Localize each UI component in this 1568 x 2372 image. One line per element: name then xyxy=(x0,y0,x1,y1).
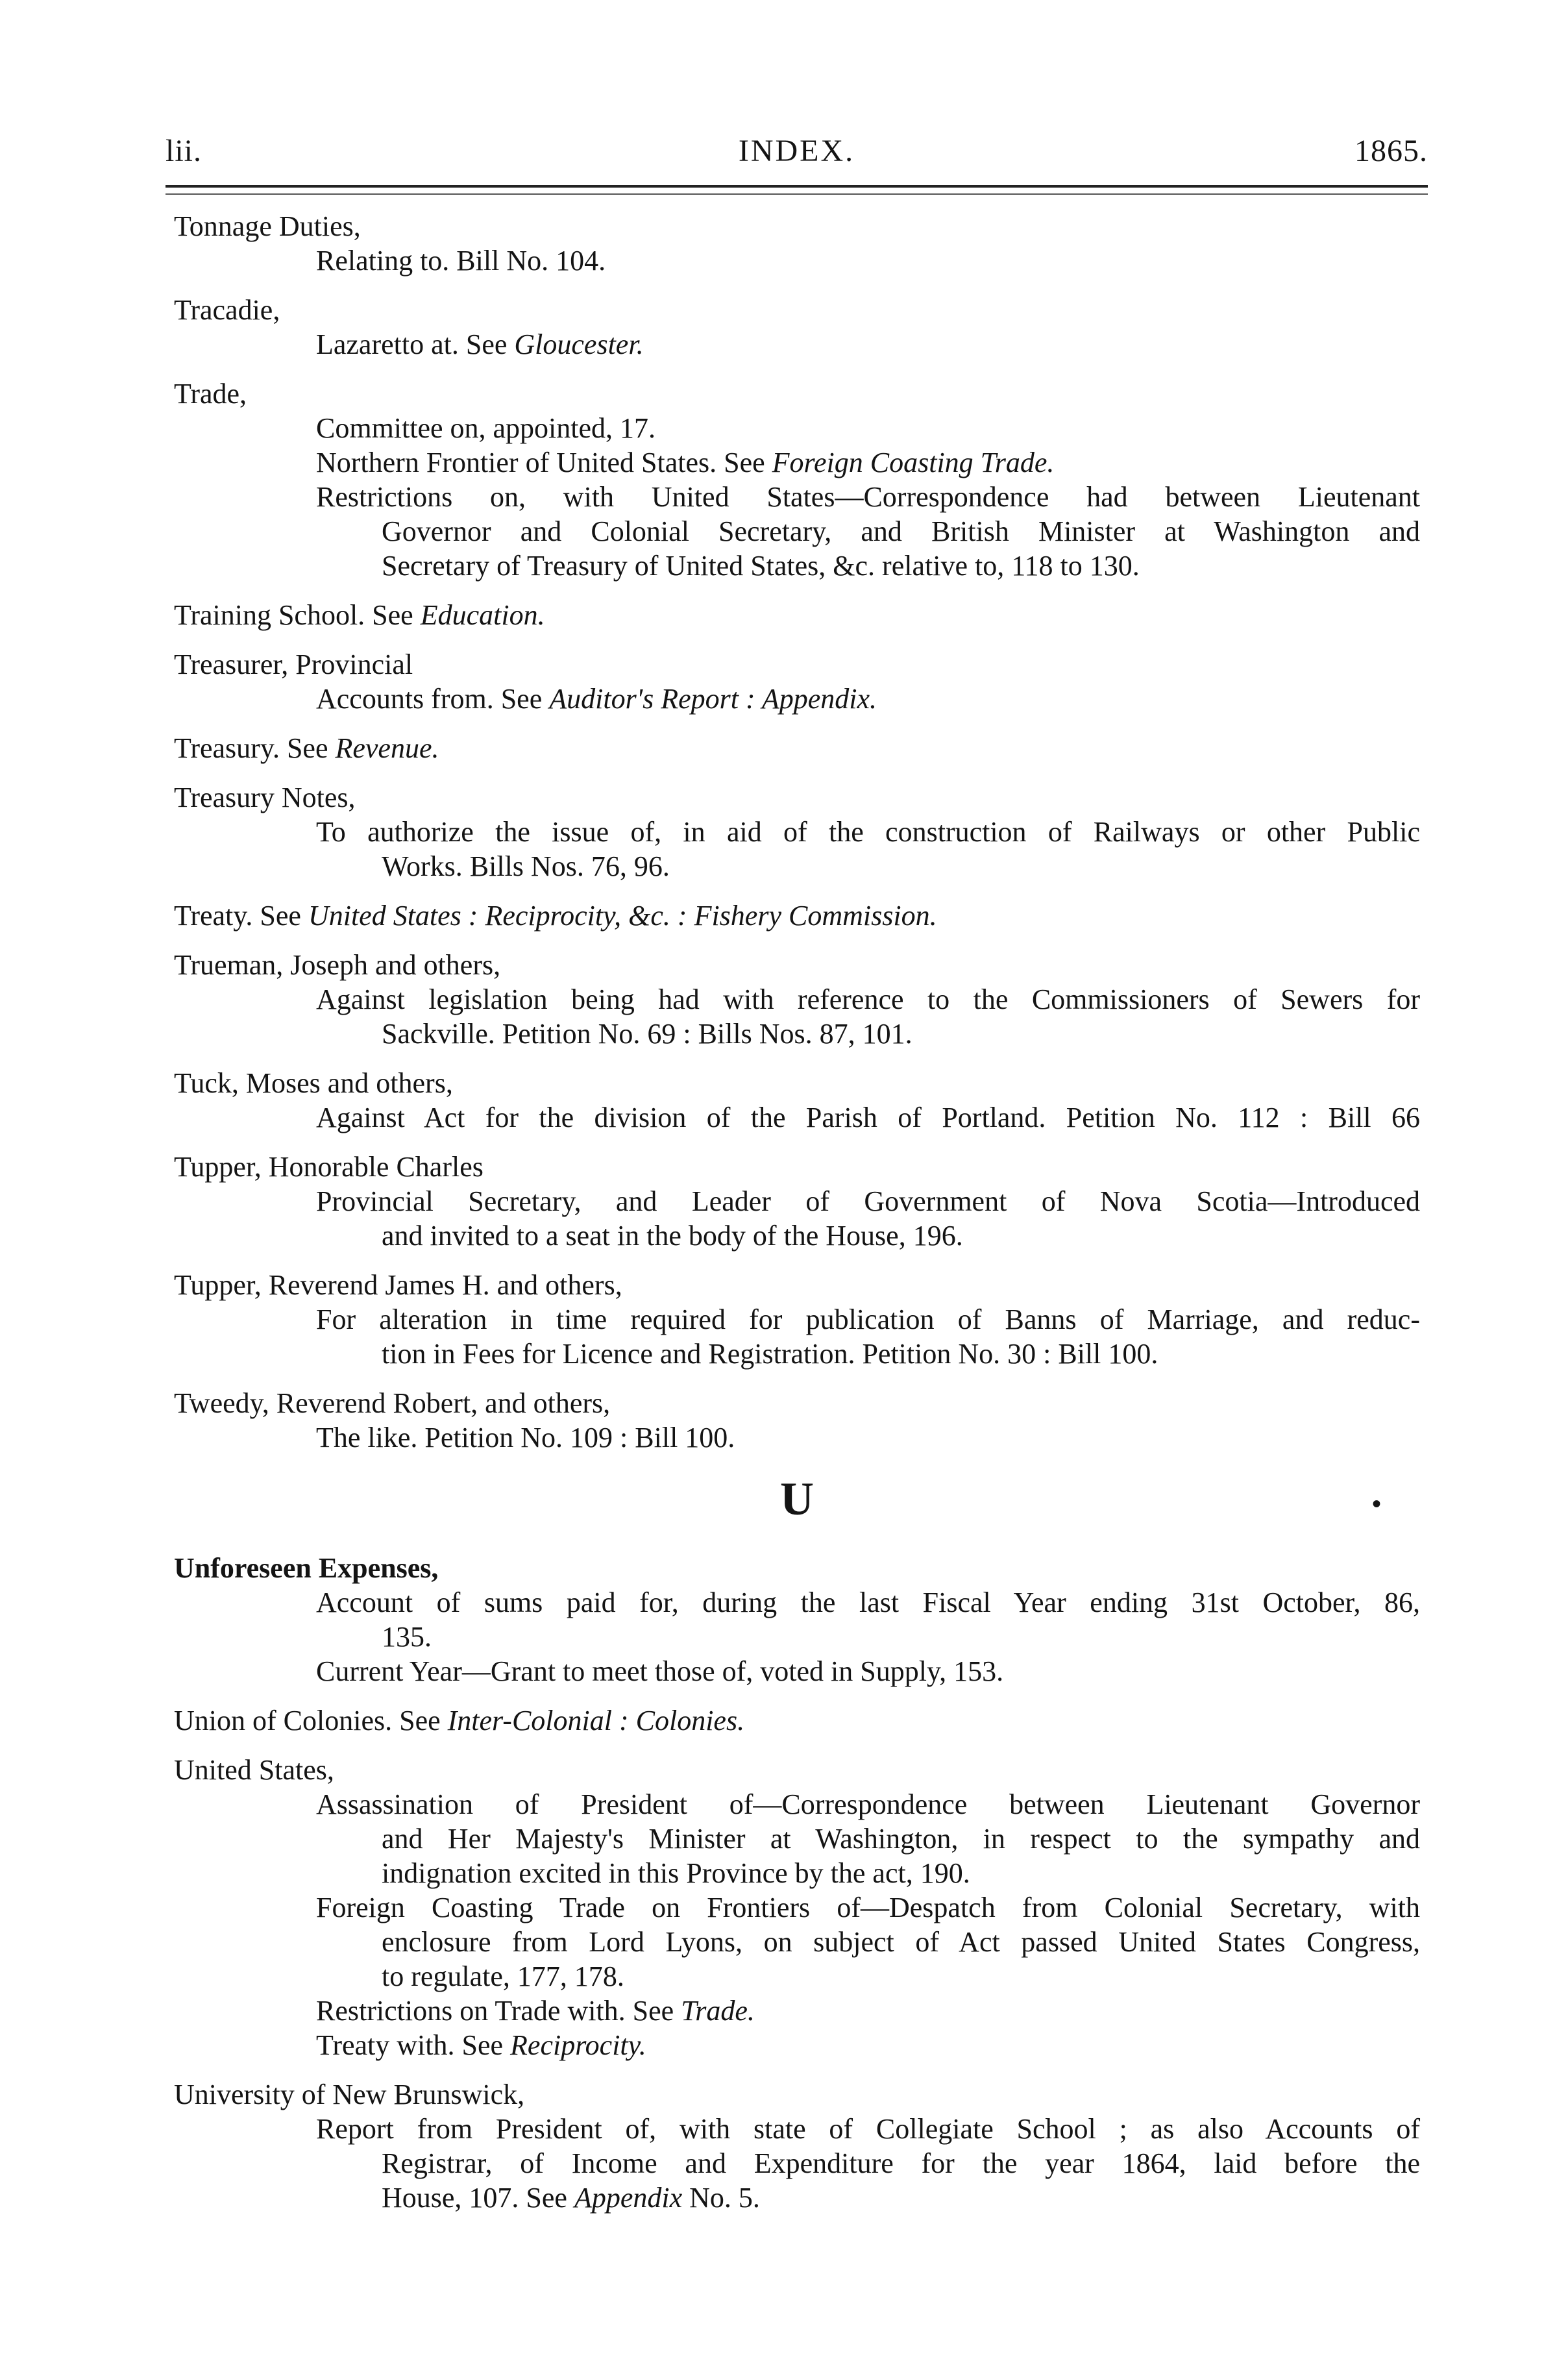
entry-term: Treasury Notes, xyxy=(174,782,356,813)
entry-term: Tweedy, Reverend Robert, and others, xyxy=(174,1387,611,1419)
index-entry-treasurer xyxy=(174,647,1420,716)
index-entry-training-school xyxy=(174,598,1420,632)
entry-continuation-line: to regulate, 177, 178. xyxy=(382,1960,624,1992)
index-entry-trade xyxy=(174,377,1420,583)
subentry-text: No. 5. xyxy=(682,2182,760,2214)
index-entry-tupper-james xyxy=(174,1268,1420,1371)
cross-reference: Auditor's Report : Appendix. xyxy=(549,683,877,715)
entry-subentry: Committee on, appointed, 17. xyxy=(316,412,656,444)
cross-reference: United States : Reciprocity, &c. : Fishery Commission. xyxy=(308,900,937,932)
term-text: Treasury. See xyxy=(174,732,336,764)
entry-term: Trade, xyxy=(174,378,247,410)
subentry-text: Restrictions on Trade with. See xyxy=(316,1995,681,2027)
index-body xyxy=(174,209,1420,2230)
entry-continuation-line: and Her Majesty's Minister at Washington, in respect to the sympathy and xyxy=(382,1823,1420,1855)
cross-reference: Revenue. xyxy=(335,732,439,764)
entry-term: Tupper, Honorable Charles xyxy=(174,1151,484,1183)
index-entry-treasury xyxy=(174,731,1420,765)
entry-subentry xyxy=(174,1994,1420,2028)
page-number: lii. xyxy=(165,134,202,168)
entry-subentry-line: Report from President of, with state of Collegiate School ; as also Accounts of xyxy=(316,2113,1420,2145)
page-year: 1865. xyxy=(1354,134,1428,168)
entry-subentry-line: Against Act for the division of the Parish of Portland. Petition No. 112 : Bill 66 xyxy=(316,1102,1420,1133)
subentry-text: Northern Frontier of United States. See xyxy=(316,447,772,478)
stray-mark: • xyxy=(1371,1489,1381,1518)
index-entry-union-of-colonies xyxy=(174,1703,1420,1738)
entry-subentry-line: Against legislation being had with reference to the Commissioners of Sewers for xyxy=(316,983,1420,1015)
entry-continuation-line: enclosure from Lord Lyons, on subject of Act passed United States Congress, xyxy=(382,1926,1420,1958)
page-title: INDEX. xyxy=(738,134,855,168)
entry-term: Trueman, Joseph and others, xyxy=(174,949,501,981)
index-entry-unforeseen-expenses xyxy=(174,1551,1420,1688)
index-entry-tupper-charles xyxy=(174,1150,1420,1253)
entry-subentry xyxy=(174,682,1420,716)
index-entry-tonnage-duties xyxy=(174,209,1420,278)
index-entry-united-states xyxy=(174,1753,1420,2062)
subentry-text: Treaty with. See xyxy=(316,2029,511,2061)
entry-subentry-line: Assassination of President of—Correspondence between Lieutenant Governor xyxy=(316,1788,1420,1820)
index-entry-trueman xyxy=(174,948,1420,1051)
cross-reference: Foreign Coasting Trade. xyxy=(772,447,1055,478)
entry-term: Treasurer, Provincial xyxy=(174,649,413,680)
entry-continuation-line: Governor and Colonial Secretary, and British Minister at Washington and xyxy=(382,515,1420,547)
entry-term: Unforeseen Expenses, xyxy=(174,1552,439,1584)
term-text: Training School. See xyxy=(174,599,421,631)
index-entry-tweedy xyxy=(174,1386,1420,1455)
index-entry-tracadie xyxy=(174,293,1420,362)
entry-term xyxy=(174,598,1420,632)
entry-continuation-line: Registrar, of Income and Expenditure for the year 1864, laid before the xyxy=(382,2147,1420,2179)
cross-reference: Reciprocity. xyxy=(510,2029,646,2061)
index-entry-tuck xyxy=(174,1066,1420,1135)
entry-continuation-line: 135. xyxy=(382,1621,432,1653)
entry-subentry xyxy=(174,445,1420,480)
cross-reference: Appendix xyxy=(574,2182,683,2214)
entry-continuation-line: Sackville. Petition No. 69 : Bills Nos. 87, 101. xyxy=(382,1018,913,1050)
term-text: Treaty. See xyxy=(174,900,308,932)
cross-reference: Education. xyxy=(420,599,545,631)
term-text: Union of Colonies. See xyxy=(174,1705,448,1736)
entry-subentry: Relating to. Bill No. 104. xyxy=(316,245,606,277)
entry-term: Tonnage Duties, xyxy=(174,210,361,242)
entry-subentry-line: Account of sums paid for, during the last Fiscal Year ending 31st October, 86, xyxy=(316,1587,1420,1618)
cross-reference: Inter-Colonial : Colonies. xyxy=(447,1705,745,1736)
entry-continuation-line: indignation excited in this Province by the act, 190. xyxy=(382,1857,970,1889)
entry-subentry-line: To authorize the issue of, in aid of the construction of Railways or other Public xyxy=(316,816,1420,848)
entry-continuation-line: and invited to a seat in the body of the House, 196. xyxy=(382,1220,963,1252)
entry-subentry-line: Provincial Secretary, and Leader of Government of Nova Scotia—Introduced xyxy=(316,1185,1420,1217)
subentry-text: Lazaretto at. See xyxy=(316,328,515,360)
cross-reference: Trade. xyxy=(681,1995,755,2027)
page-header xyxy=(165,120,1428,172)
section-letter: U xyxy=(780,1473,814,1525)
index-entry-treaty xyxy=(174,898,1420,933)
entry-subentry-line: Foreign Coasting Trade on Frontiers of—Despatch from Colonial Secretary, with xyxy=(316,1892,1420,1923)
entry-continuation-line xyxy=(174,2181,1420,2215)
entry-subentry-line: Restrictions on, with United States—Correspondence had between Lieutenant xyxy=(316,481,1420,513)
header-rule xyxy=(165,185,1428,195)
section-letter-ornament xyxy=(174,1473,1420,1525)
subentry-text: House, 107. See xyxy=(382,2182,574,2214)
entry-term xyxy=(174,898,1420,933)
entry-subentry-line: For alteration in time required for publication of Banns of Marriage, and reduc- xyxy=(316,1303,1420,1335)
entry-subentry xyxy=(174,327,1420,362)
subentry-text: Accounts from. See xyxy=(316,683,550,715)
entry-subentry: Current Year—Grant to meet those of, voted in Supply, 153. xyxy=(316,1655,1004,1687)
entry-continuation-line: Works. Bills Nos. 76, 96. xyxy=(382,850,670,882)
cross-reference: Gloucester. xyxy=(514,328,644,360)
entry-term xyxy=(174,1703,1420,1738)
entry-term: United States, xyxy=(174,1754,334,1786)
entry-continuation-line: tion in Fees for Licence and Registration. Petition No. 30 : Bill 100. xyxy=(382,1338,1158,1370)
entry-subentry: The like. Petition No. 109 : Bill 100. xyxy=(316,1422,735,1453)
entry-term: Tuck, Moses and others, xyxy=(174,1067,453,1099)
entry-term: Tracadie, xyxy=(174,294,280,326)
entry-term: Tupper, Reverend James H. and others, xyxy=(174,1269,622,1301)
entry-continuation-line: Secretary of Treasury of United States, &c. relative to, 118 to 130. xyxy=(382,550,1140,582)
index-entry-treasury-notes xyxy=(174,780,1420,883)
entry-subentry xyxy=(174,2028,1420,2062)
entry-term: University of New Brunswick, xyxy=(174,2079,525,2110)
index-entry-university-new-brunswick xyxy=(174,2077,1420,2215)
entry-term xyxy=(174,731,1420,765)
